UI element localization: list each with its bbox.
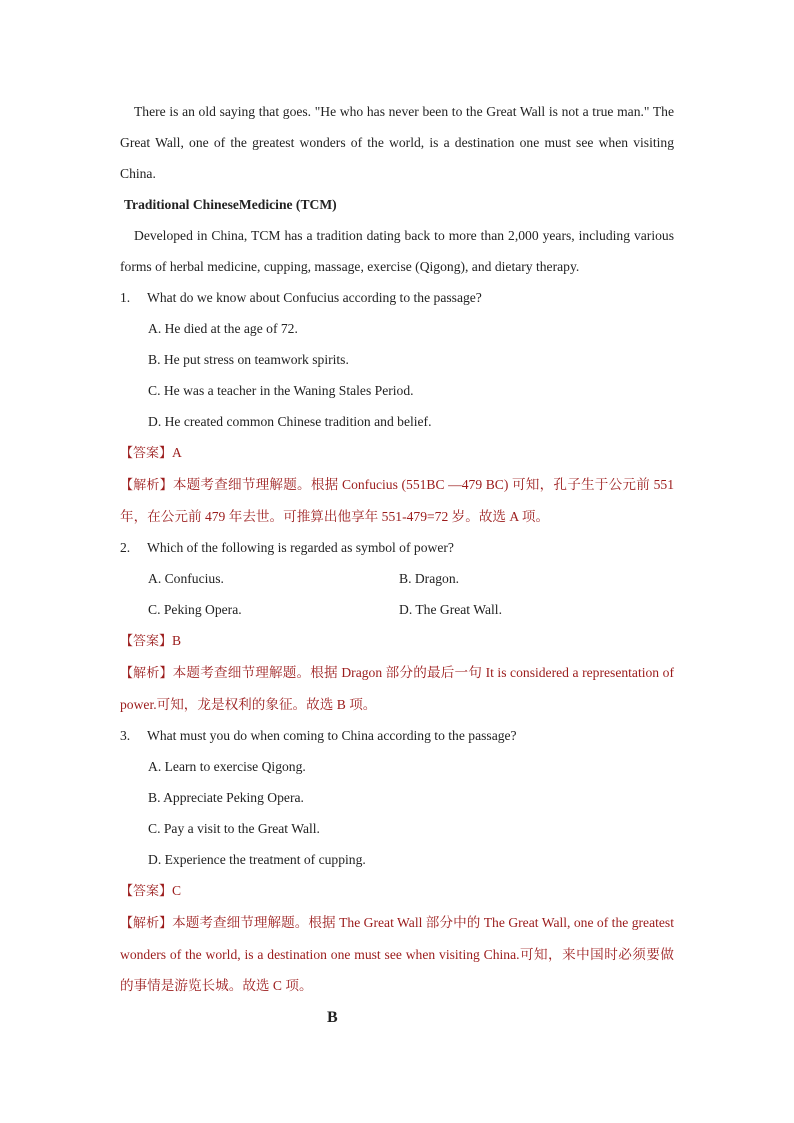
option-c: C. He was a teacher in the Waning Stales Period. — [148, 383, 414, 398]
option-c: C. Peking Opera. — [148, 602, 242, 617]
option-b: B. He put stress on teamwork spirits. — [148, 352, 349, 367]
document-page — [120, 96, 674, 1001]
question-text: Which of the following is regarded as symbol of power? — [147, 540, 454, 555]
answer-value: C — [172, 883, 182, 898]
option-a: A. He died at the age of 72. — [148, 321, 298, 336]
explanation-tag: 【解析】 — [120, 666, 173, 681]
answer-value: B — [172, 633, 182, 648]
explanation-text: 本题考查细节理解题。根据 Dragon 部分的最后一句 It is considered a representation of power.可知，龙是权利的象征。故选 B 项。 — [120, 665, 674, 712]
option-a: A. Confucius. — [148, 571, 224, 586]
answer-line — [120, 625, 674, 657]
explanation-text: 本题考查细节理解题。根据 The Great Wall 部分中的 The Great Wall, one of the greatest wonders of the world, is a destination one must see when visiting China.可知，来中国时必须要做的事情是游览长城。故选 C 项。 — [120, 915, 674, 993]
option-a: A. Learn to exercise Qigong. — [148, 759, 306, 774]
answer-tag: 【答案】 — [120, 634, 173, 649]
explanation — [120, 907, 674, 1001]
option-d: D. He created common Chinese tradition and belief. — [148, 414, 432, 429]
explanation — [120, 657, 674, 720]
option-b: B. Dragon. — [399, 571, 460, 586]
answer-value: A — [172, 445, 182, 460]
option-c: C. Pay a visit to the Great Wall. — [148, 821, 320, 836]
question-number: 3. — [120, 728, 131, 743]
tcm-paragraph: Developed in China, TCM has a tradition dating back to more than 2,000 years, including various forms of herbal medicine, cupping, massage, exercise (Qigong), and dietary therapy. — [120, 228, 674, 274]
question-3 — [120, 720, 674, 1001]
question-text: What must you do when coming to China according to the passage? — [147, 728, 517, 743]
section-label: B — [327, 1009, 338, 1026]
option-b: B. Appreciate Peking Opera. — [148, 790, 304, 805]
question-1 — [120, 282, 674, 532]
option-d: D. The Great Wall. — [399, 602, 502, 617]
question-2 — [120, 532, 674, 720]
explanation — [120, 469, 674, 532]
answer-tag: 【答案】 — [120, 884, 173, 899]
explanation-text: 本题考查细节理解题。根据 Confucius (551BC —479 BC) 可知，孔子生于公元前 551 年，在公元前 479 年去世。可推算出他享年 551-479=72 岁。故选 A 项。 — [120, 477, 674, 524]
explanation-tag: 【解析】 — [120, 478, 173, 493]
question-number: 1. — [120, 290, 131, 305]
option-d: D. Experience the treatment of cupping. — [148, 852, 366, 867]
answer-line — [120, 437, 674, 469]
question-number: 2. — [120, 540, 131, 555]
answer-line — [120, 875, 674, 907]
answer-tag: 【答案】 — [120, 446, 173, 461]
intro-paragraph: There is an old saying that goes. "He who has never been to the Great Wall is not a true man." The Great Wall, one of the greatest wonders of the world, is a destination one must see when visiting China. — [120, 104, 674, 181]
question-text: What do we know about Confucius according to the passage? — [147, 290, 482, 305]
tcm-heading: Traditional ChineseMedicine (TCM) — [124, 197, 337, 212]
explanation-tag: 【解析】 — [120, 916, 173, 931]
